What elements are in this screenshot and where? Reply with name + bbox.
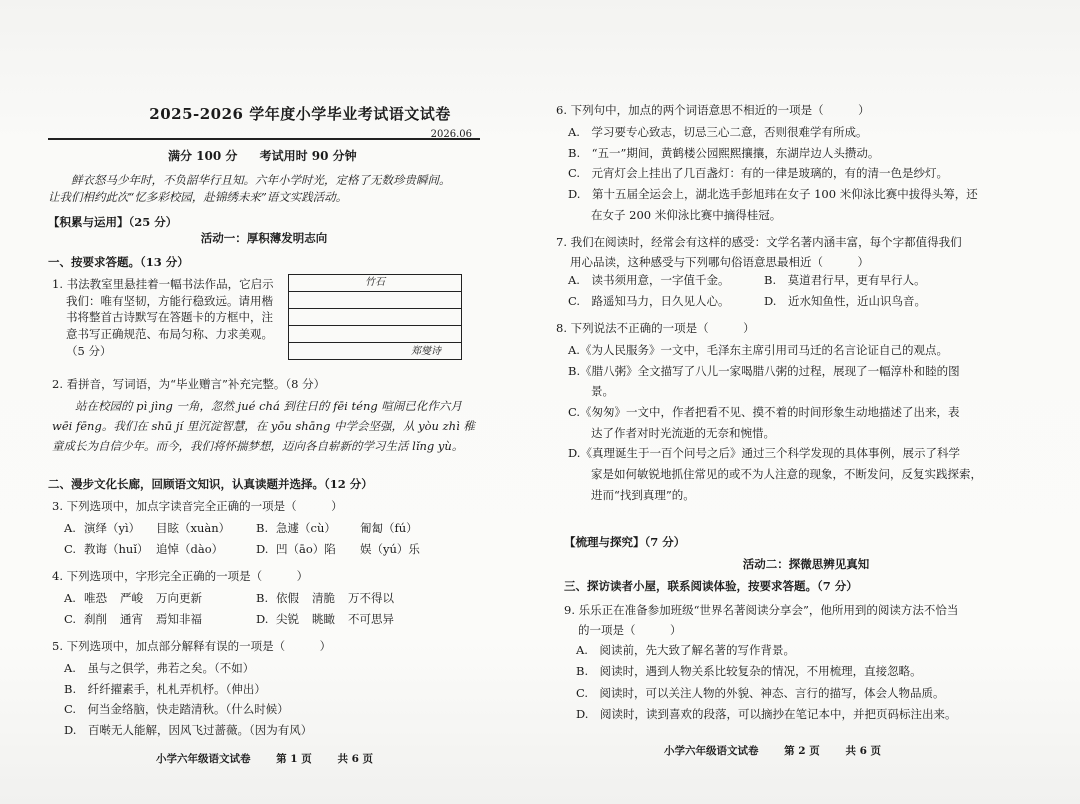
option-row: B.《腊八粥》全文描写了八儿一家喝腊八粥的过程，展现了一幅淳朴和睦的图: [568, 363, 960, 378]
option-label: C.: [64, 611, 77, 626]
option-label: A.: [64, 521, 76, 535]
exam-date: 2026.06: [430, 129, 472, 140]
option-text: 眺瞰: [312, 611, 335, 626]
question-line: 的一项是（ ）: [578, 623, 682, 638]
section-heading: 一、按要求答题。（13 分）: [48, 255, 189, 269]
option-row: 家是如何敏锐地抓住常见的或不为人注意的现象，不断发问，反复实践探索，: [568, 467, 982, 482]
option-text: A. 读书须用意，一字值千金。: [568, 273, 730, 287]
question-line: 9. 乐乐正在准备参加班级“世界名著阅读分享会”，他所用到的阅读方法不恰当: [564, 603, 959, 617]
full-score: 满分 100 分: [168, 149, 238, 163]
option-row: B. 纤纤擢素手，札札弄机杼。（伸出）: [64, 681, 266, 696]
activity-heading: 活动一：厚积薄发明志向: [200, 231, 328, 245]
option-row: D. 阅读时，读到喜欢的段落，可以摘抄在笔记本中，并把页码标注出来。: [576, 706, 957, 721]
option-row: C. 阅读时，可以关注人物的外貌、神态、言行的描写，体会人物品质。: [576, 685, 945, 700]
question-4: 4. 下列选项中，字形完全正确的一项是（ ）: [52, 569, 309, 583]
option-row: [568, 291, 1056, 312]
option-text: 唯恐: [84, 591, 107, 605]
question-line: 用心品读，这种感受与下列哪句俗语意思最相近（ ）: [570, 255, 869, 270]
page-footer: [664, 744, 903, 759]
answer-grid[interactable]: [288, 274, 462, 360]
option-text: 不可思异: [348, 611, 394, 626]
intro-paragraph: [48, 172, 480, 205]
q3-options: [64, 518, 474, 559]
option-row: C.《匆匆》一文中，作者把看不见、摸不着的时间形象生动地描述了出来，表: [568, 405, 960, 420]
passage-line: wēi fēng。我们在 shū jí 里沉淀智慧，在 yōu shāng 中学会坚强，从 yòu zhì 稚: [52, 419, 475, 434]
passage-line: 站在校园的 pì jìng 一角，忽然 jué chá 到往日的 fēi téng 喧闹已化作六月: [75, 399, 462, 413]
option-row: D.《真理诞生于一百个问号之后》通过三个科学发现的具体事例，展示了科学: [568, 446, 960, 461]
option-row: [64, 539, 474, 560]
activity-heading: 活动二：探微思辨见真知: [742, 557, 870, 571]
footer-page: 第 2 页: [784, 745, 820, 757]
option-text: C. 路遥知马力，日久见人心。: [568, 293, 730, 308]
question-line: （5 分）: [66, 343, 112, 358]
option-text: 清脆: [312, 591, 335, 605]
option-text: 严峻: [120, 591, 143, 605]
question-7: [556, 232, 1046, 272]
option-row: D. 第十五届全运会上，湖北选手彭旭玮在女子 100 米仰泳比赛中拔得头筹，还: [568, 187, 978, 202]
question-2: 2. 看拼音，写词语，为“毕业赠言”补充完整。（8 分）: [52, 377, 326, 391]
pinyin-passage: [52, 396, 480, 456]
q4-options: [64, 588, 474, 629]
poem-title: 竹石: [365, 277, 385, 288]
option-row: B. “五一”期间，黄鹤楼公园熙熙攘攘，东湖岸边人头攒动。: [568, 145, 880, 160]
q9-options: [576, 640, 1056, 725]
intro-line: 让我们相约此次“忆多彩校园，赴锦绣未来”语文实践活动。: [48, 189, 348, 204]
question-8: 8. 下列说法不正确的一项是（ ）: [556, 321, 755, 335]
page-footer: [156, 752, 395, 767]
option-text: 通宵: [120, 611, 143, 626]
question-line: 7. 我们在阅读时，经常会有这样的感受：文学名著内涵丰富，每个字都值得我们: [556, 235, 962, 249]
question-line: 意书写正确规范、布局匀称、力求美观。: [66, 327, 273, 342]
page-2: [556, 0, 1056, 804]
exam-title: 2025-2026 学年度小学毕业考试语文试卷: [149, 105, 451, 123]
option-row: D. 百啭无人能解，因风飞过蔷薇。（因为有风）: [64, 723, 313, 738]
option-row: [64, 518, 474, 539]
question-6: 6. 下列句中，加点的两个词语意思不相近的一项是（ ）: [556, 103, 870, 117]
question-3: 3. 下列选项中，加点字读音完全正确的一项是（ ）: [52, 499, 343, 513]
option-text: 万向更新: [156, 591, 202, 605]
option-row: 在女子 200 米仰泳比赛中摘得桂冠。: [568, 207, 782, 222]
section-heading: 三、探访读者小屋，联系阅读体验，按要求答题。（7 分）: [564, 579, 858, 593]
option-row: [64, 609, 474, 630]
option-text: 尖锐: [276, 611, 299, 626]
option-text: 目眩（xuàn）: [156, 521, 231, 535]
part-heading: 【梳理与探究】（7 分）: [564, 535, 686, 549]
option-text: D. 近水知鱼性，近山识鸟音。: [764, 293, 926, 308]
question-line: 1. 书法教室里悬挂着一幅书法作品，它启示: [52, 277, 274, 291]
option-row: A.《为人民服务》一文中，毛泽东主席引用司马迁的名言论证自己的观点。: [568, 343, 948, 357]
option-label: C.: [64, 541, 77, 556]
footer-title: 小学六年级语文试卷: [156, 753, 251, 765]
option-text: 演绎（yì）: [84, 521, 141, 535]
q8-options: [568, 340, 1056, 506]
question-line: 书将整首古诗默写在答题卡的方框中，注: [66, 310, 273, 325]
option-text: 急遽（cù）: [276, 521, 336, 535]
section-heading: 二、漫步文化长廊，回顾语文知识，认真读题并选择。（12 分）: [48, 477, 373, 491]
option-text: 依假: [276, 591, 299, 605]
option-row: 景。: [568, 384, 614, 399]
option-text: 凹（āo）陷: [276, 541, 336, 556]
option-text: 匍匐（fú）: [360, 521, 418, 535]
option-label: D.: [256, 541, 269, 556]
option-label: B.: [256, 591, 269, 605]
option-row: A. 阅读前，先大致了解名著的写作背景。: [576, 643, 795, 657]
option-text: 娱（yú）乐: [360, 541, 420, 556]
option-row: 进而“找到真理”的。: [568, 487, 695, 502]
option-row: [64, 588, 474, 609]
footer-total: 共 6 页: [337, 753, 374, 765]
exam-time: 考试用时 90 分钟: [259, 149, 357, 163]
q7-options: [568, 270, 1056, 311]
option-row: C. 元宵灯会上挂出了几百盏灯：有的一律是玻璃的，有的清一色是纱灯。: [568, 166, 949, 181]
option-text: 焉知非福: [156, 611, 202, 626]
question-9: [564, 600, 1056, 640]
option-row: A. 虽与之俱学，弗若之矣。（不如）: [64, 661, 255, 675]
option-row: [568, 270, 1056, 291]
score-line: [168, 148, 375, 165]
intro-line: 鲜衣怒马少年时，不负韶华行且知。六年小学时光，定格了无数珍贵瞬间。: [71, 173, 451, 187]
part-heading: 【积累与运用】（25 分）: [48, 215, 178, 229]
option-label: B.: [256, 521, 269, 535]
q5-options: [64, 658, 474, 741]
option-row: 达了作者对时光流逝的无奈和惋惜。: [568, 425, 775, 440]
footer-title: 小学六年级语文试卷: [664, 745, 759, 757]
option-text: 追悼（dào）: [156, 541, 224, 556]
option-text: 刹削: [84, 611, 107, 626]
footer-page: 第 1 页: [276, 753, 312, 765]
question-line: 我们：唯有坚韧，方能行稳致远。请用楷: [66, 293, 273, 308]
poem-author: 郑燮诗: [411, 346, 441, 357]
option-row: A. 学习要专心致志，切忌三心二意，否则很难学有所成。: [568, 125, 868, 139]
q6-options: [568, 122, 1056, 225]
title-rule: [48, 138, 480, 140]
option-row: C. 何当金络脑，快走踏清秋。（什么时候）: [64, 702, 289, 717]
question-5: 5. 下列选项中，加点部分解释有误的一项是（ ）: [52, 639, 332, 653]
option-label: A.: [64, 591, 76, 605]
page-1: [48, 0, 480, 804]
option-text: 万不得以: [348, 591, 394, 605]
option-label: D.: [256, 611, 269, 626]
option-text: 教诲（huǐ）: [84, 541, 149, 556]
footer-total: 共 6 页: [845, 745, 882, 757]
question-1: [52, 276, 284, 359]
option-text: B. 莫道君行早，更有早行人。: [764, 273, 926, 287]
passage-line: 童成长为自信少年。而今，我们将怀揣梦想，迈向各自崭新的学习生活 lǐng yù。: [52, 439, 464, 454]
option-row: B. 阅读时，遇到人物关系比较复杂的情况，不用梳理，直接忽略。: [576, 664, 922, 679]
